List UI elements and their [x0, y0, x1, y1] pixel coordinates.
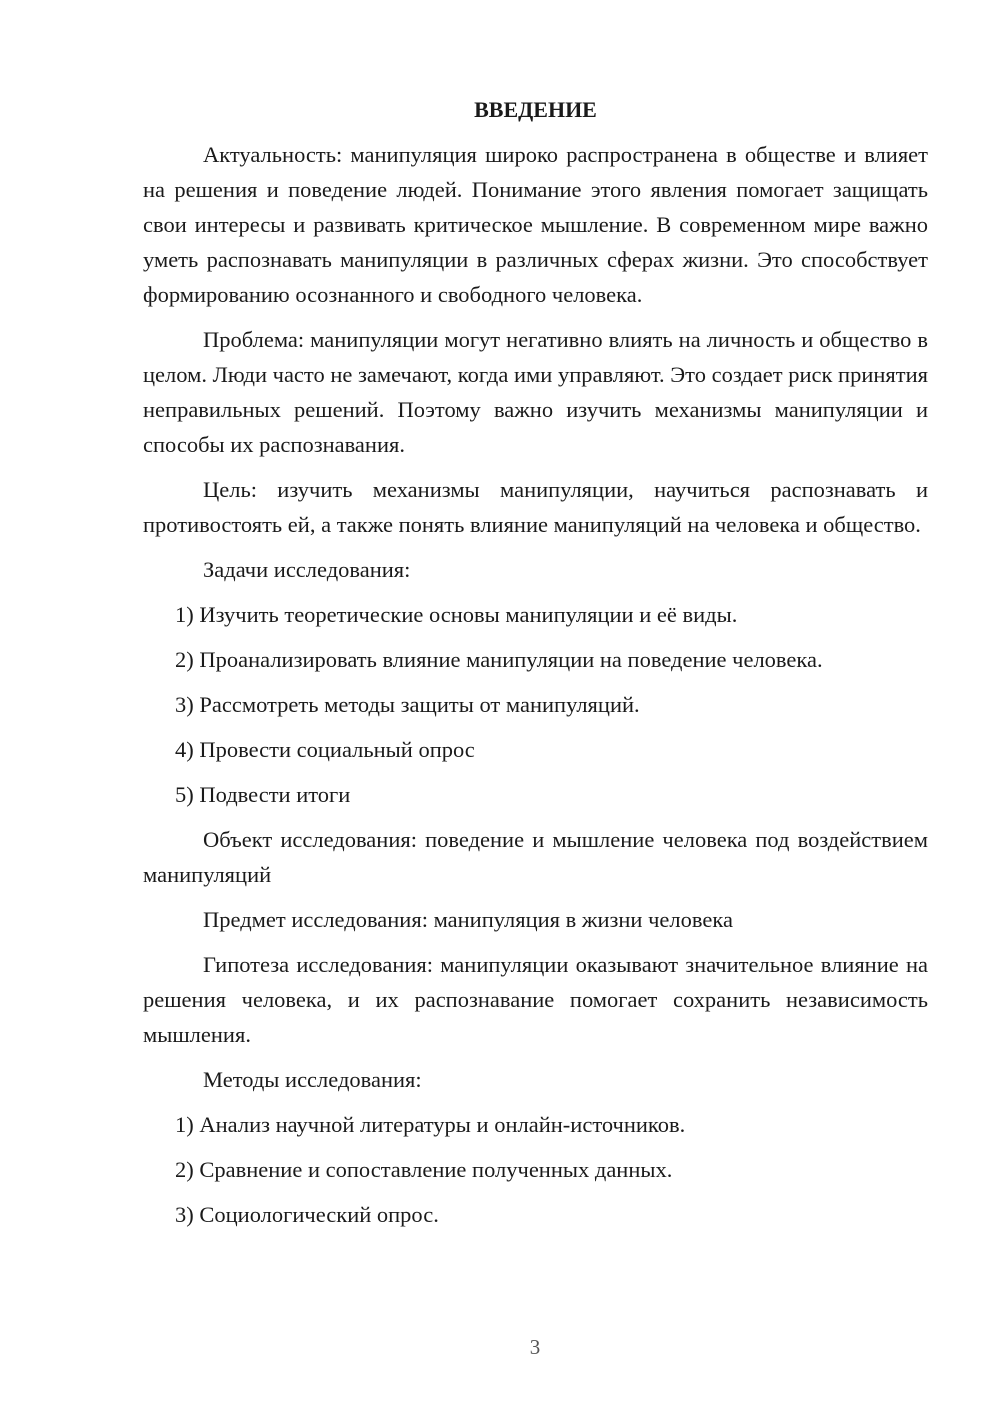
task-item-3: 3) Рассмотреть методы защиты от манипуляций. [175, 692, 640, 717]
object-paragraph: Объект исследования: поведение и мышление человека под воздействием манипуляций [143, 827, 928, 887]
hypothesis-paragraph: Гипотеза исследования: манипуляции оказывают значительное влияние на решения человека, и их распознавание помогает сохранить независимость мышления. [143, 952, 928, 1047]
methods-heading: Методы исследования: [203, 1067, 422, 1092]
method-item-2: 2) Сравнение и сопоставление полученных данных. [175, 1157, 673, 1182]
problem-paragraph: Проблема: манипуляции могут негативно влиять на личность и общество в целом. Люди часто не замечают, когда ими управляют. Это создает риск принятия неправильных решений. Поэтому важно изучить механизмы манипуляции и способы их распознавания. [143, 327, 928, 457]
page-content [143, 95, 928, 1242]
task-item-1: 1) Изучить теоретические основы манипуляции и её виды. [175, 602, 738, 627]
task-item-4: 4) Провести социальный опрос [175, 737, 475, 762]
method-item-3: 3) Социологический опрос. [175, 1202, 439, 1227]
tasks-heading: Задачи исследования: [203, 557, 411, 582]
task-item-5: 5) Подвести итоги [175, 782, 351, 807]
goal-paragraph: Цель: изучить механизмы манипуляции, научиться распознавать и противостоять ей, а также понять влияние манипуляций на человека и общество. [143, 477, 928, 537]
task-item-2: 2) Проанализировать влияние манипуляции на поведение человека. [175, 647, 823, 672]
page-number: 3 [529, 1335, 541, 1359]
method-item-1: 1) Анализ научной литературы и онлайн-источников. [175, 1112, 686, 1137]
relevance-paragraph: Актуальность: манипуляция широко распространена в обществе и влияет на решения и поведение людей. Понимание этого явления помогает защищать свои интересы и развивать критическое мышление. В современном мире важно уметь распознавать манипуляции в различных сферах жизни. Это способствует формированию осознанного и свободного человека. [143, 142, 928, 307]
section-title: ВВЕДЕНИЕ [474, 97, 597, 122]
subject-line: Предмет исследования: манипуляция в жизни человека [203, 907, 733, 932]
